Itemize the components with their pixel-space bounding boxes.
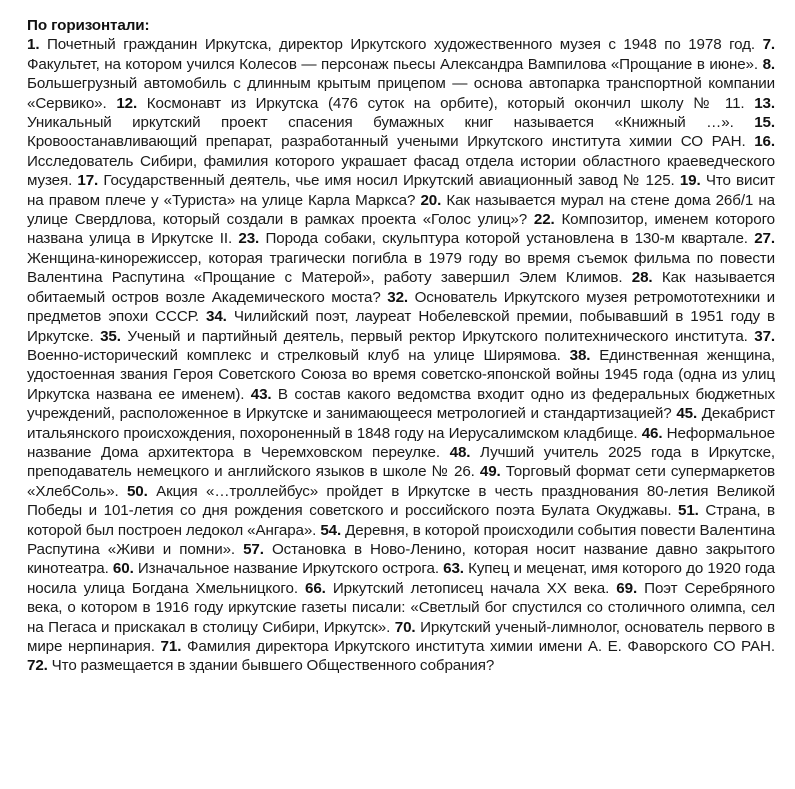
clue-number: 49. <box>479 463 501 481</box>
clue-number: 32. <box>387 288 409 306</box>
clue-text: Купец и меценат, имя которого до 1920 года носила улица Богдана Хмельницкого. <box>27 560 775 597</box>
clue-text: Уникальный иркутский проект спасения бумажных книг называется «Книжный …». <box>27 114 755 132</box>
clue-number: 57. <box>243 540 264 558</box>
clue-number: 13. <box>754 94 775 112</box>
clue-text: Почетный гражданин Иркутска, директор Иркутского художественного музея с 1948 по 1978 год. <box>39 36 763 54</box>
clue-text: Чилийский поэт, лауреат Нобелевской премии, побывавший в 1951 году в Иркутске. <box>27 308 775 345</box>
clue-text: Иркутский летописец начала XX века. <box>325 579 617 597</box>
clue-number: 16. <box>754 133 775 151</box>
clue-text: Фамилия директора Иркутского института химии имени А. Е. Фаворского СО РАН. <box>181 638 776 655</box>
clue-text: Композитор, именем которого названа улица в Иркутске II. <box>27 211 775 248</box>
clue-number: 7. <box>762 36 775 54</box>
clue-number: 45. <box>676 405 698 423</box>
section-heading-across: По горизонтали: <box>27 17 150 34</box>
clue-item <box>77 172 679 189</box>
clue-text: Что висит на правом плече у «Туриста» на улице Карла Маркса? <box>27 172 776 209</box>
clue-text: Неформальное название Дома архитектора в Черемховском переулке. <box>27 424 775 461</box>
clue-text: Что размещается в здании бывшего Общественного собрания? <box>47 657 495 675</box>
clue-text: Порода собаки, скульптура которой установлена в 130-м квартале. <box>259 230 755 248</box>
clue-number: 60. <box>112 560 134 578</box>
clue-number: 20. <box>420 191 442 209</box>
clue-text: Женщина-кинорежиссер, которая трагически погибла в 1979 году во время съемок фильма по повести Валентина Распутина «Прощание с Матерой», работу завершил Элем Климов. <box>27 249 775 287</box>
clue-text: Основатель Иркутского музея ретромототехники и предметов эпохи СССР. <box>27 288 775 326</box>
clue-list <box>27 35 775 675</box>
clue-item <box>238 230 754 247</box>
clue-text: Остановка в Ново-Ленино, которая носит название давно закрытого кинотеатра. <box>27 540 775 578</box>
clue-item <box>100 328 754 345</box>
clue-item <box>27 483 775 519</box>
clue-number: 66. <box>305 579 326 597</box>
clue-text: В состав какого ведомства входит одно из федеральных бюджетных учреждений, расположенное в Иркутске и занимающееся метрологией и стандартизацией? <box>27 385 776 423</box>
clue-number: 1. <box>27 36 40 54</box>
clue-text: Изначальное название Иркутского острога. <box>133 560 444 578</box>
clue-text: Большегрузный автомобиль с длинным крытым прицепом — основа автопарка транспортной компании «Сервико». <box>27 75 775 112</box>
clue-item <box>305 580 616 597</box>
clue-text: Лучший учитель 2025 года в Иркутске, преподаватель немецкого и английского языков в школе № 26. <box>27 443 775 481</box>
clue-text: Факультет, на котором учился Колесов — персонаж пьесы Александра Вампилова «Прощание в июне». <box>27 55 763 73</box>
clue-number: 37. <box>754 327 776 345</box>
clue-number: 72. <box>27 657 48 675</box>
clue-number: 71. <box>160 638 182 655</box>
clue-item <box>27 36 763 53</box>
clue-item <box>161 638 775 655</box>
clue-number: 19. <box>679 172 701 190</box>
clue-item <box>116 95 754 112</box>
clue-number: 12. <box>116 94 138 112</box>
clue-text: Деревня, в которой происходили события повести Валентина Распутина «Живи и помни». <box>27 521 775 558</box>
clue-text: Государственный деятель, чье имя носил Иркутский авиационный завод № 125. <box>98 172 680 190</box>
clue-text: Декабрист итальянского происхождения, похороненный в 1848 году на Иерусалимском кладбище. <box>27 405 776 442</box>
clue-text: Как называется мурал на стене дома 26б/1 на улице Свердлова, который создали в рамках проекта «Голос улиц»? <box>27 191 776 229</box>
clue-text: Космонавт из Иркутска (476 суток на орбите), который окончил школу № 11. <box>137 94 755 112</box>
clue-text: Ученый и партийный деятель, первый ректор Иркутского политехнического института. <box>120 327 755 345</box>
clue-number: 27. <box>754 230 775 248</box>
clue-number: 51. <box>678 502 699 520</box>
clue-item <box>27 657 494 674</box>
clue-number: 69. <box>616 579 638 597</box>
clue-number: 35. <box>100 327 121 345</box>
clue-number: 43. <box>250 385 272 403</box>
clue-text: Единственная женщина, удостоенная звания Героя Советского Союза во время советско-японской войны 1945 года (одна из улиц Иркутска названа ее именем). <box>27 346 775 403</box>
clue-text: Иркутский ученый-лимнолог, основатель первого в мире нерпинария. <box>27 618 775 655</box>
clue-number: 8. <box>762 55 775 73</box>
clue-item <box>113 560 443 577</box>
clue-number: 38. <box>569 346 591 364</box>
clue-text: Военно-исторический комплекс и стрелковый клуб на улице Ширямова. <box>27 346 570 364</box>
clue-number: 23. <box>238 230 260 248</box>
clue-text: Исследователь Сибири, фамилия которого украшает фасад отдела истории областного краеведческого музея. <box>27 152 775 190</box>
clue-text: Кровоостанавливающий препарат, разработанный учеными Иркутского института химии СО РАН. <box>27 133 755 151</box>
clue-number: 63. <box>443 560 464 578</box>
clue-text: Страна, в которой был построен ледокол «Ангара». <box>27 502 775 539</box>
clue-number: 50. <box>126 482 148 500</box>
clue-text: Как называется обитаемый остров возле Академического моста? <box>27 269 776 306</box>
clue-number: 70. <box>394 618 416 636</box>
clue-number: 15. <box>754 114 775 132</box>
clue-text: Торговый формат сети супермаркетов «ХлебСоль». <box>27 463 775 500</box>
clue-number: 22. <box>533 211 555 229</box>
clue-text: Акция «…троллейбус» пройдет в Иркутске в честь празднования 80-летия Великой Победы и 101-летия со дня рождения советского и российского поэта Булата Окуджавы. <box>27 482 775 520</box>
clue-text: Поэт Серебряного века, о котором в 1916 году иркутские газеты писали: «Светлый бог спустился со столичного олимпа, сел на Пегаса и прискакал в столицу Сибири, Иркутск». <box>27 579 776 636</box>
clue-number: 48. <box>449 443 471 461</box>
clue-number: 28. <box>631 269 653 287</box>
clue-number: 54. <box>320 521 342 539</box>
clue-number: 34. <box>206 308 227 326</box>
clue-number: 46. <box>641 424 663 442</box>
clue-number: 17. <box>77 172 99 190</box>
